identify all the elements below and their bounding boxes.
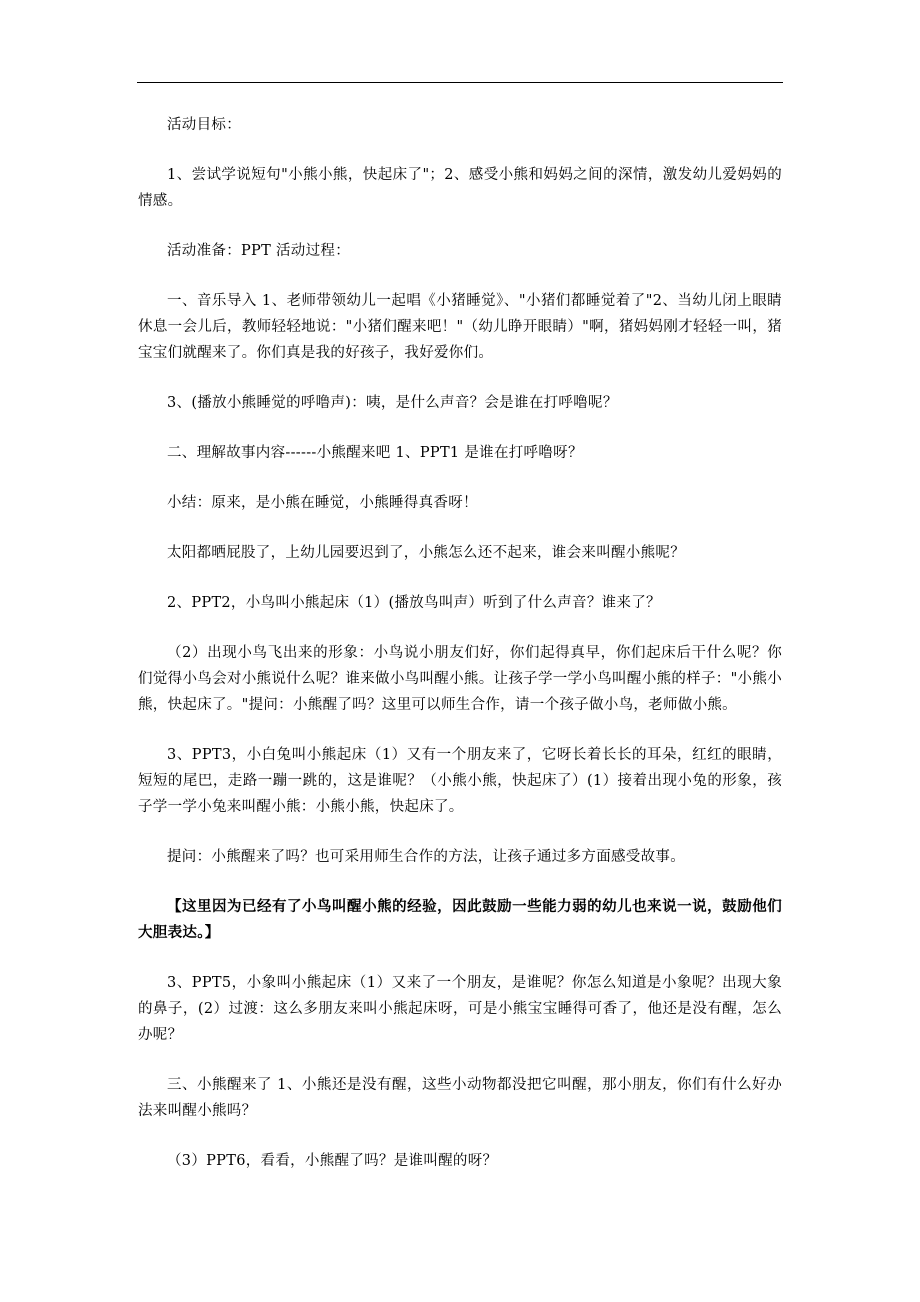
paragraph-goals: 1、尝试学说短句"小熊小熊，快起床了"；2、感受小熊和妈妈之间的深情，激发幼儿爱妈妈的情感。 — [138, 167, 782, 209]
paragraph-snoring-sound: 3、(播放小熊睡觉的呼噜声)：咦，是什么声音？会是谁在打呼噜呢？ — [167, 395, 618, 411]
paragraph-bear-wakes: 三、小熊醒来了 1、小熊还是没有醒，这些小动物都没把它叫醒，那小朋友，你们有什么好办法来叫醒小熊吗？ — [138, 1077, 782, 1119]
paragraph-ppt6: （3）PPT6，看看，小熊醒了吗？是谁叫醒的呀？ — [167, 1153, 498, 1169]
header-rule — [137, 82, 783, 83]
paragraph-music-intro: 一、音乐导入 1、老师带领幼儿一起唱《小猪睡觉》、"小猪们都睡觉着了"2、当幼儿闭上眼睛休息一会儿后，教师轻轻地说："小猪们醒来吧！"（幼儿睁开眼睛）"啊，猪妈妈刚才轻轻一叫，猪宝宝们就醒来了。你们真是我的好孩子，我好爱你们。 — [138, 293, 782, 361]
paragraph-sun-question: 太阳都晒屁股了，上幼儿园要迟到了，小熊怎么还不起来，谁会来叫醒小熊呢？ — [167, 545, 685, 561]
paragraph-activity-goals-heading: 活动目标： — [167, 117, 241, 133]
paragraph-note: 【这里因为已经有了小鸟叫醒小熊的经验，因此鼓励一些能力弱的幼儿也来说一说，鼓励他们大胆表达。】 — [138, 898, 782, 941]
paragraph-summary: 小结：原来，是小熊在睡觉，小熊睡得真香呀！ — [167, 495, 478, 511]
paragraph-story-content: 二、理解故事内容------小熊醒来吧 1、PPT1 是谁在打呼噜呀？ — [167, 445, 583, 461]
paragraph-question-cooperation: 提问：小熊醒来了吗？也可采用师生合作的方法，让孩子通过多方面感受故事。 — [167, 849, 685, 865]
paragraph-bird-appears: （2）出现小鸟飞出来的形象：小鸟说小朋友们好，你们起得真早，你们起床后干什么呢？你们觉得小鸟会对小熊说什么呢？谁来做小鸟叫醒小熊。让孩子学一学小鸟叫醒小熊的样子："小熊小熊，快起床了。"提问：小熊醒了吗？这里可以师生合作，请一个孩子做小鸟，老师做小熊。 — [138, 645, 782, 713]
paragraph-ppt5-elephant: 3、PPT5，小象叫小熊起床（1）又来了一个朋友，是谁呢？你怎么知道是小象呢？出现大象的鼻子，(2）过渡：这么多朋友来叫小熊起床呀，可是小熊宝宝睡得可香了，他还是没有醒，怎么办呢？ — [138, 975, 782, 1043]
document-body — [138, 112, 782, 1198]
paragraph-ppt3-rabbit: 3、PPT3，小白兔叫小熊起床（1）又有一个朋友来了，它呀长着长长的耳朵，红红的眼睛，短短的尾巴，走路一蹦一跳的，这是谁呢？（小熊小熊，快起床了）(1）接着出现小兔的形象，孩子学一学小兔来叫醒小熊：小熊小熊，快起床了。 — [138, 747, 782, 815]
paragraph-preparation: 活动准备：PPT 活动过程： — [167, 243, 350, 259]
paragraph-ppt2-bird: 2、PPT2，小鸟叫小熊起床（1）(播放鸟叫声）听到了什么声音？谁来了？ — [167, 595, 661, 611]
